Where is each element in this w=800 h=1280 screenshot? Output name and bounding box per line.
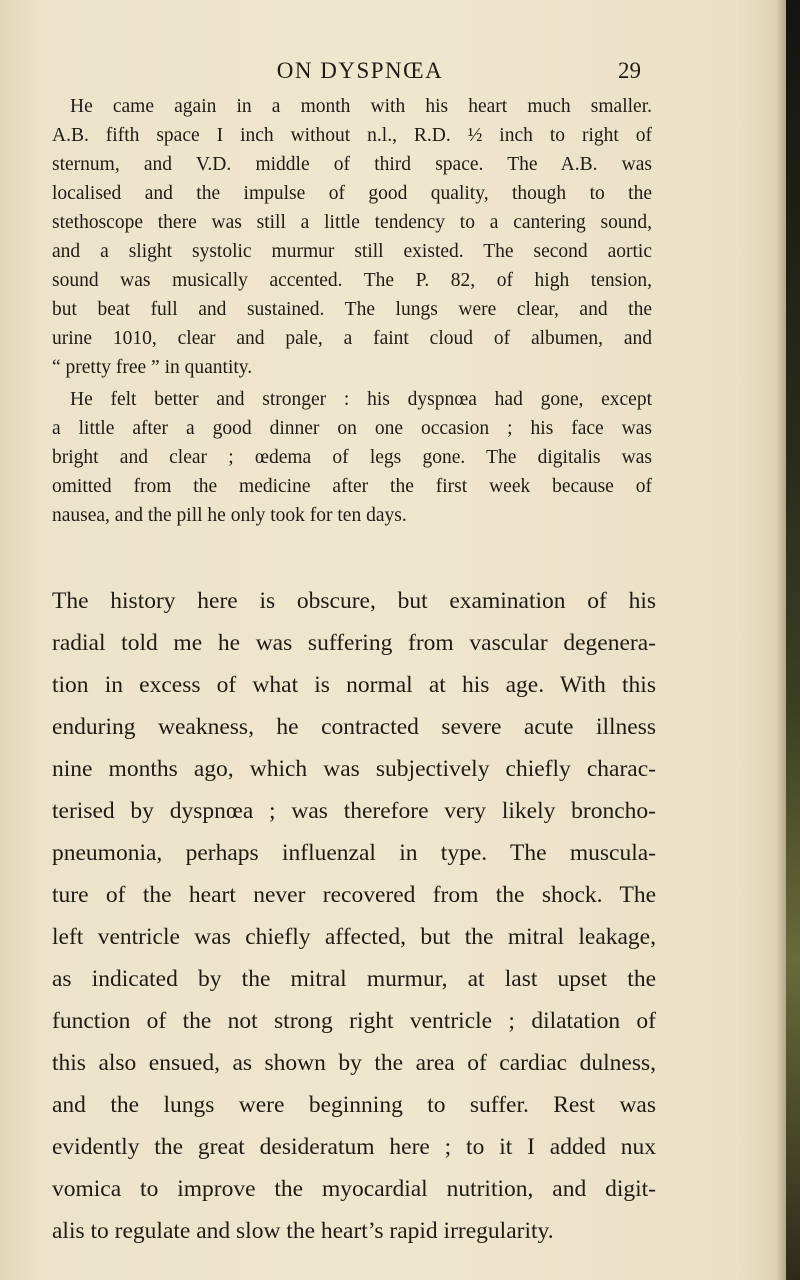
text-line: left ventricle was chiefly affected, but the mitral leakage, [52, 924, 656, 950]
running-head: ON DYSPNŒA [276, 58, 444, 83]
text-line: vomica to improve the myocardial nutrition, and digit- [52, 1176, 656, 1202]
text-line: tion in excess of what is normal at his age. With this [52, 672, 656, 698]
text-line: ture of the heart never recovered from the shock. The [52, 882, 656, 908]
gutter-shadow [776, 0, 786, 1280]
book-spine [786, 0, 800, 1280]
page-number: 29 [618, 58, 641, 83]
text-line: The history here is obscure, but examination of his [52, 588, 656, 614]
text-line: radial told me he was suffering from vascular degenera- [52, 630, 656, 656]
paragraph-1 [52, 92, 652, 382]
text-line: He felt better and stronger : his dyspnœa had gone, except [70, 389, 652, 410]
text-line: nausea, and the pill he only took for ten days. [52, 505, 407, 526]
text-line: sound was musically accented. The P. 82, of high tension, [52, 270, 652, 291]
text-line: this also ensued, as shown by the area of cardiac dulness, [52, 1050, 656, 1076]
text-line: and the lungs were beginning to suffer. Rest was [52, 1092, 656, 1118]
text-line: nine months ago, which was subjectively chiefly charac- [52, 756, 656, 782]
text-line: function of the not strong right ventricle ; dilatation of [52, 1008, 656, 1034]
text-line: urine 1010, clear and pale, a faint cloud of albumen, and [52, 328, 652, 349]
page-header [0, 58, 786, 88]
text-line: and a slight systolic murmur still existed. The second aortic [52, 241, 652, 262]
paragraph-2 [52, 385, 652, 530]
text-line: omitted from the medicine after the first week because of [52, 476, 652, 497]
text-line: pneumonia, perhaps influenzal in type. The muscula- [52, 840, 656, 866]
text-line: as indicated by the mitral murmur, at last upset the [52, 966, 656, 992]
text-line: localised and the impulse of good quality, though to the [52, 183, 652, 204]
text-line: evidently the great desideratum here ; to it I added nux [52, 1134, 656, 1160]
text-line: alis to regulate and slow the heart’s rapid irregularity. [52, 1218, 554, 1244]
text-line: bright and clear ; œdema of legs gone. The digitalis was [52, 447, 652, 468]
paragraph-3 [52, 580, 656, 1252]
text-line: enduring weakness, he contracted severe acute illness [52, 714, 656, 740]
text-line: terised by dyspnœa ; was therefore very likely broncho- [52, 798, 656, 824]
text-line: He came again in a month with his heart much smaller. [70, 96, 652, 117]
text-line: A.B. fifth space I inch without n.l., R.D. ½ inch to right of [52, 125, 652, 146]
text-line: stethoscope there was still a little tendency to a cantering sound, [52, 212, 652, 233]
text-line: but beat full and sustained. The lungs were clear, and the [52, 299, 652, 320]
text-line: “ pretty free ” in quantity. [52, 357, 253, 378]
text-line: sternum, and V.D. middle of third space. The A.B. was [52, 154, 652, 175]
text-line: a little after a good dinner on one occasion ; his face was [52, 418, 652, 439]
